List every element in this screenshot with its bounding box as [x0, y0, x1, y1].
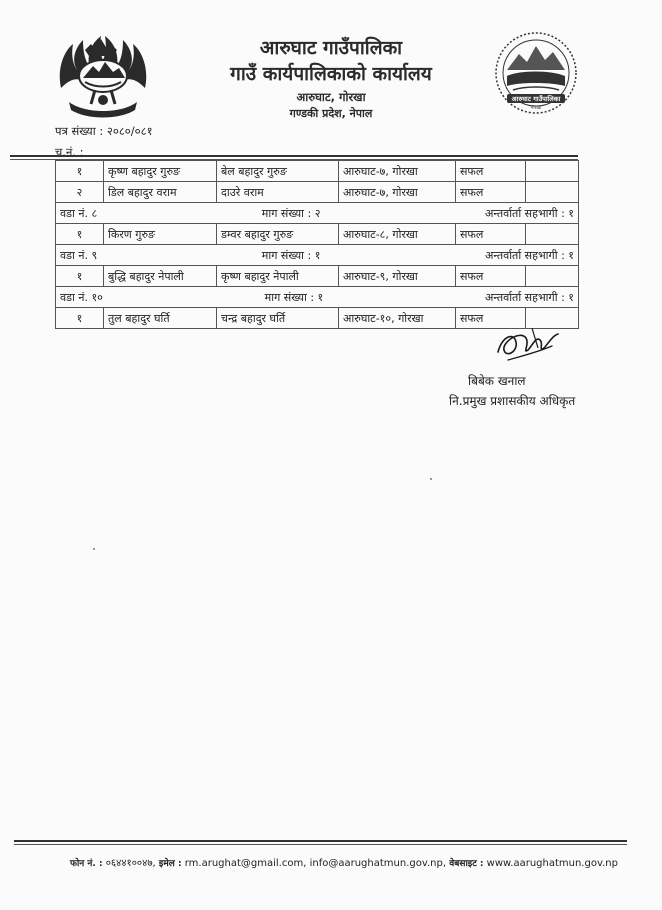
- ward-interview: अन्तर्वार्ता सहभागी : १: [485, 290, 574, 304]
- nepal-emblem-icon: [55, 30, 151, 120]
- guardian-cell: बेल बहादुर गुरुङ: [217, 161, 339, 182]
- email-label: इमेल :: [158, 859, 182, 869]
- email-secondary: info@aarughatmun.gov.np,: [309, 858, 447, 869]
- status-cell: सफल: [456, 224, 526, 245]
- guardian-cell: चन्द्र बहादुर घर्ति: [217, 308, 339, 329]
- scan-speck: [93, 548, 95, 550]
- office-province: गण्डकी प्रदेश, नेपाल: [289, 107, 373, 120]
- footer-contact: [70, 855, 618, 869]
- serial-cell: २: [56, 182, 104, 203]
- guardian-cell: कृष्ण बहादुर नेपाली: [217, 266, 339, 287]
- scan-speck: [430, 478, 432, 480]
- status-cell: सफल: [456, 308, 526, 329]
- signatory-title: नि.प्रमुख प्रशासकीय अधिकृत: [449, 394, 576, 408]
- header-divider: [10, 155, 578, 157]
- name-cell: तुल बहादुर घर्ति: [104, 308, 217, 329]
- table-row: [56, 266, 579, 287]
- municipality-logo-icon: [493, 30, 579, 116]
- ward-header-row: [56, 203, 579, 224]
- phone-label: फोन नं. :: [70, 859, 103, 869]
- table-row: [56, 224, 579, 245]
- email-primary: rm.arughat@gmail.com,: [184, 858, 307, 869]
- address-cell: आरुघाट-७, गोरखा: [339, 182, 456, 203]
- guardian-cell: डम्वर बहादुर गुरुङ: [217, 224, 339, 245]
- name-cell: डिल बहादुर वराम: [104, 182, 217, 203]
- ward-header-row: [56, 287, 579, 308]
- footer-divider: [14, 840, 627, 842]
- ward-demand: माग संख्या : १: [264, 290, 324, 304]
- serial-cell: १: [56, 224, 104, 245]
- ward-demand: माग संख्या : १: [261, 248, 321, 262]
- website-url: www.aarughatmun.gov.np: [486, 858, 618, 869]
- logo-subtext: गोरखा: [530, 106, 542, 111]
- dispatch-number: च.नं. :: [55, 145, 84, 159]
- table-row: [56, 161, 579, 182]
- serial-cell: १: [56, 266, 104, 287]
- letter-number: पत्र संख्या : २०८०/०८१: [55, 124, 153, 138]
- address-cell: आरुघाट-१०, गोरखा: [339, 308, 456, 329]
- remark-cell: [526, 161, 579, 182]
- serial-cell: १: [56, 308, 104, 329]
- ward-header-row: [56, 245, 579, 266]
- name-cell: बुद्धि बहादुर नेपाली: [104, 266, 217, 287]
- office-name: गाउँ कार्यपालिकाको कार्यालय: [230, 63, 432, 85]
- website-label: वेबसाइट :: [449, 859, 484, 869]
- address-cell: आरुघाट-७, गोरखा: [339, 161, 456, 182]
- footer-divider-thin: [14, 844, 627, 845]
- ward-interview: अन्तर्वार्ता सहभागी : १: [485, 206, 574, 220]
- remark-cell: [526, 182, 579, 203]
- guardian-cell: दाउरे वराम: [217, 182, 339, 203]
- signatory-name: बिबेक खनाल: [468, 374, 526, 388]
- ward-number: वडा नं. ९: [60, 248, 98, 262]
- status-cell: सफल: [456, 266, 526, 287]
- results-table: [55, 160, 579, 329]
- signature-icon: [492, 322, 564, 370]
- remark-cell: [526, 266, 579, 287]
- status-cell: सफल: [456, 161, 526, 182]
- office-address: आरुघाट, गोरखा: [296, 90, 366, 104]
- logo-text: आरुघाट गाउँपालिका: [511, 95, 561, 103]
- ward-demand: माग संख्या : २: [261, 206, 321, 220]
- address-cell: आरुघाट-८, गोरखा: [339, 224, 456, 245]
- remark-cell: [526, 224, 579, 245]
- serial-cell: १: [56, 161, 104, 182]
- address-cell: आरुघाट-९, गोरखा: [339, 266, 456, 287]
- name-cell: कृष्ण बहादुर गुरुङ: [104, 161, 217, 182]
- ward-number: वडा नं. ८: [60, 206, 98, 220]
- ward-interview: अन्तर्वार्ता सहभागी : १: [485, 248, 574, 262]
- name-cell: किरण गुरुङ: [104, 224, 217, 245]
- table-row: [56, 182, 579, 203]
- status-cell: सफल: [456, 182, 526, 203]
- phone-number: ०६४४१००४७,: [105, 858, 156, 869]
- org-name: आरुघाट गाउँपालिका: [259, 37, 403, 59]
- ward-number: वडा नं. १०: [60, 290, 103, 304]
